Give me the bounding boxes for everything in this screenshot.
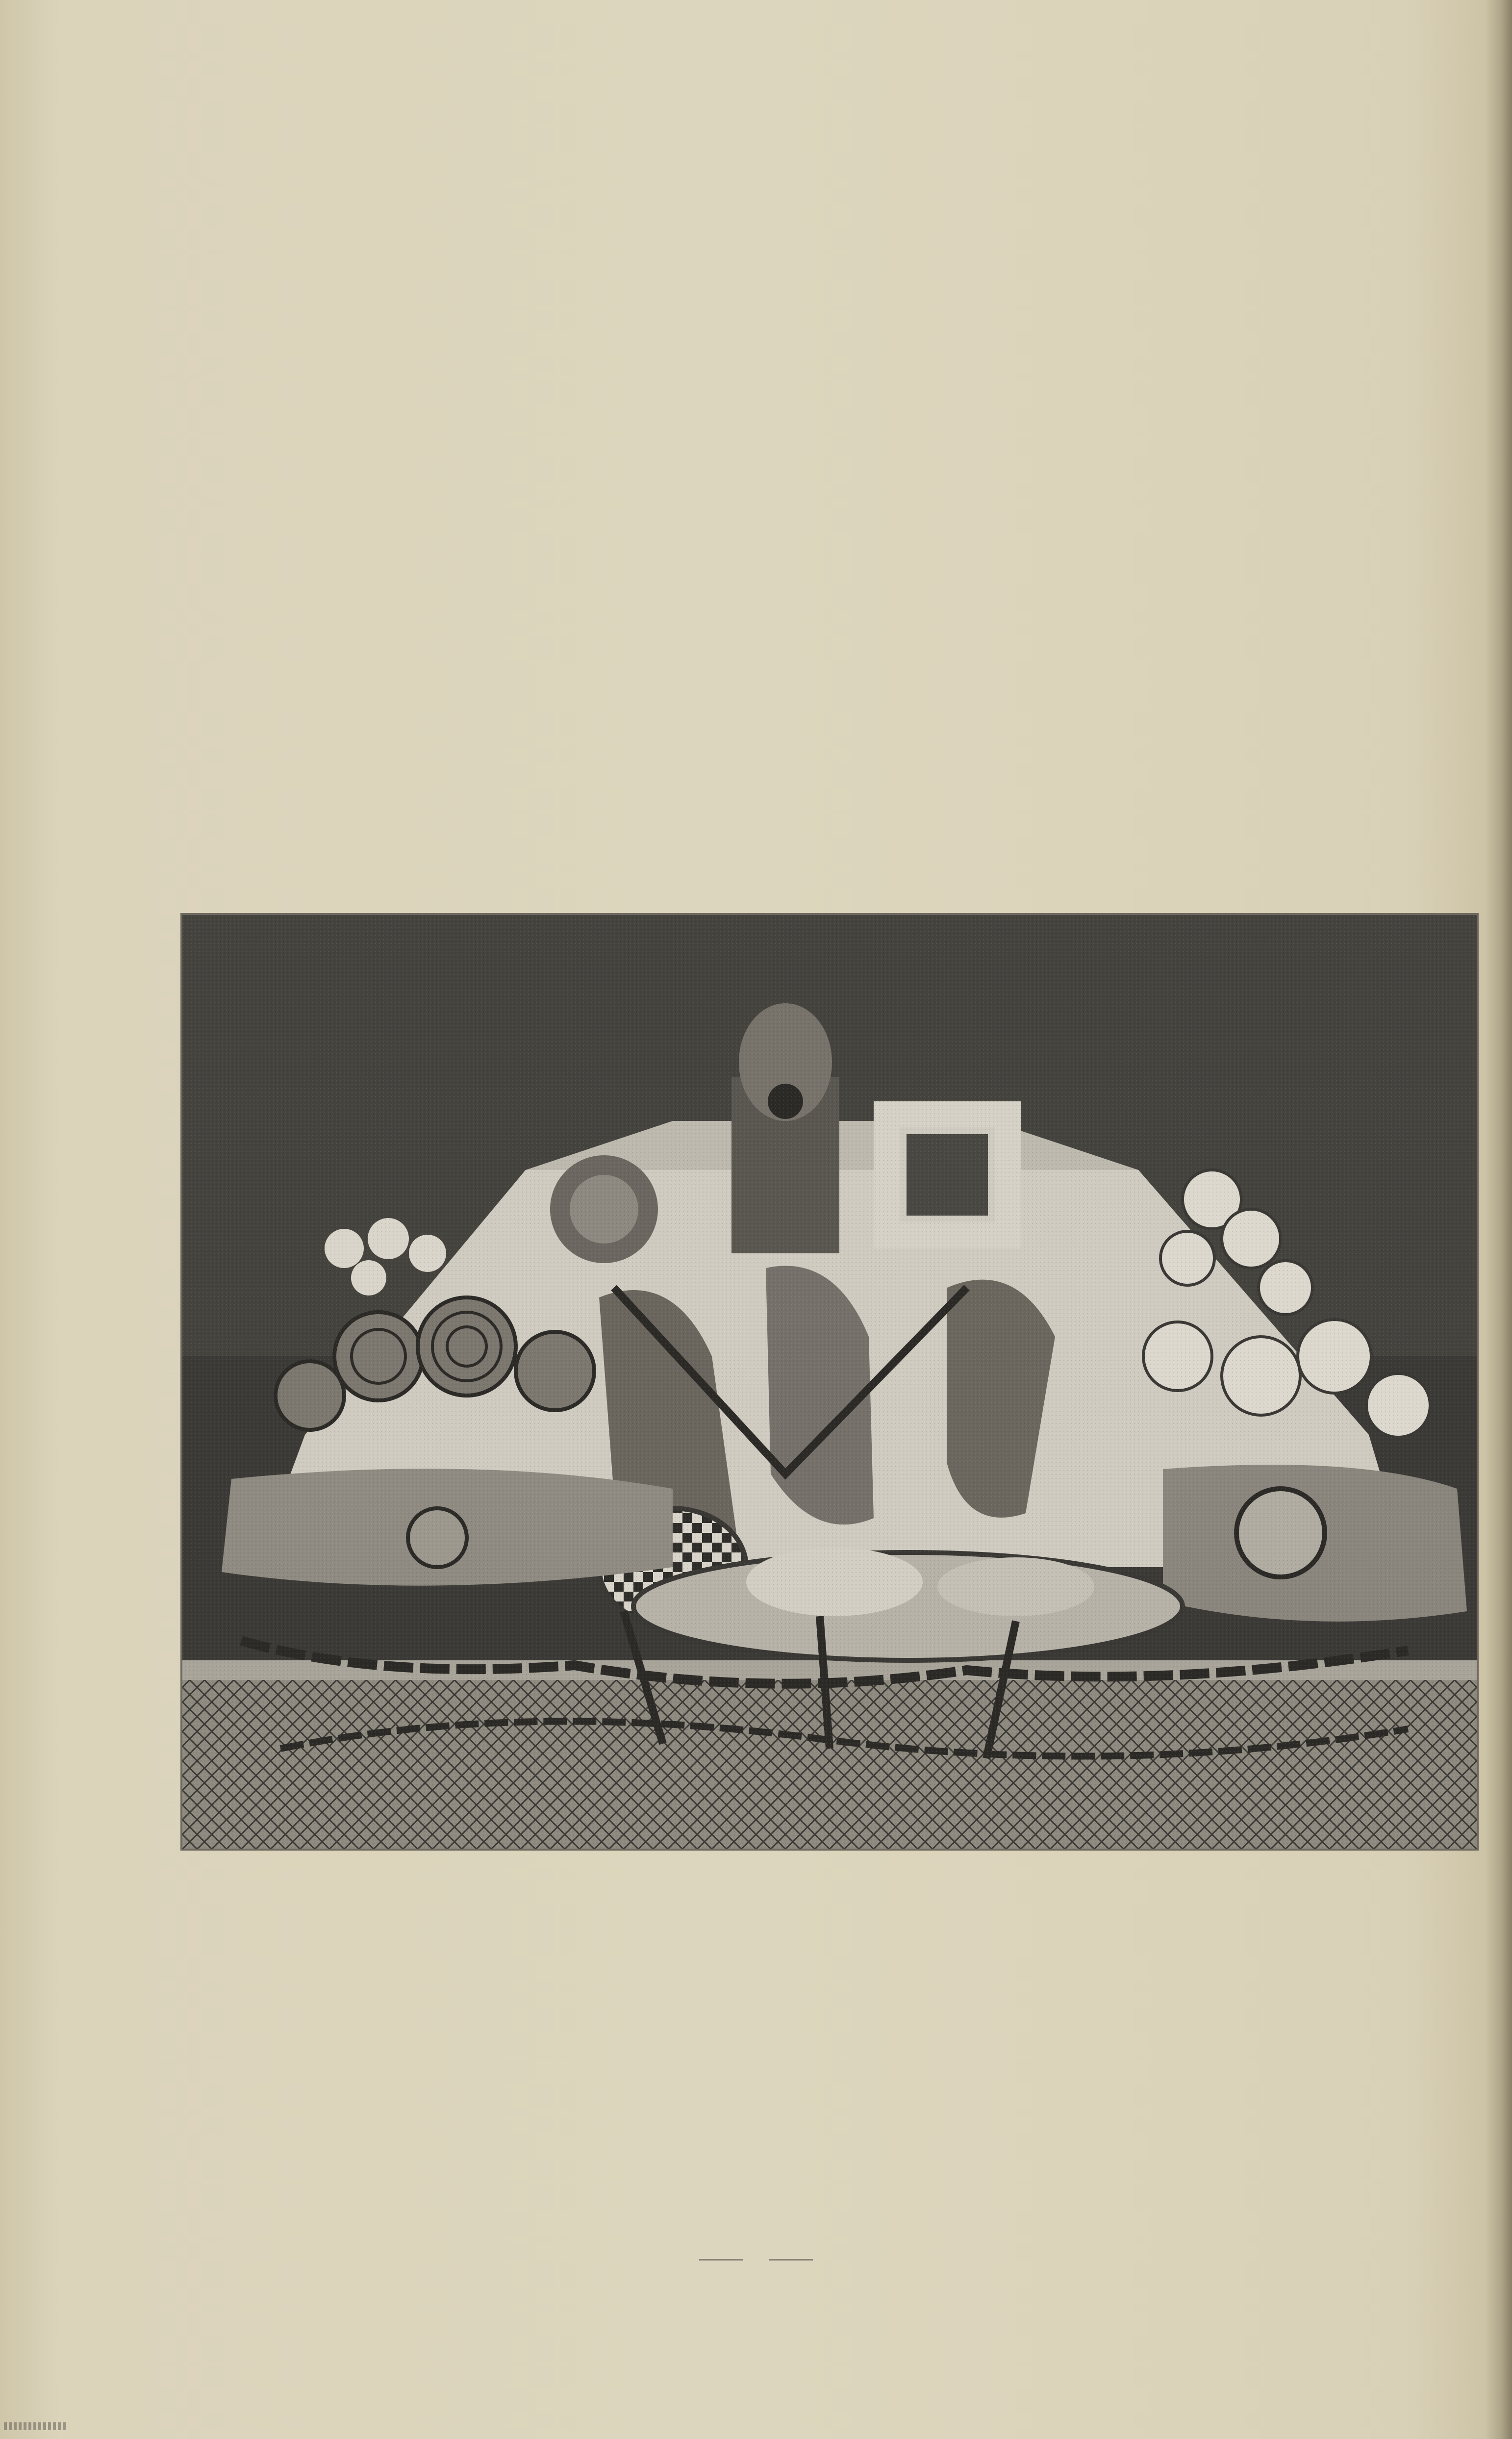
page-number — [0, 2236, 1512, 2277]
scan-marking — [4, 2422, 68, 2430]
shop-window-photo — [182, 915, 1477, 1849]
shop-window-figure — [180, 913, 1479, 1851]
page-edge-shadow — [1485, 0, 1512, 2439]
